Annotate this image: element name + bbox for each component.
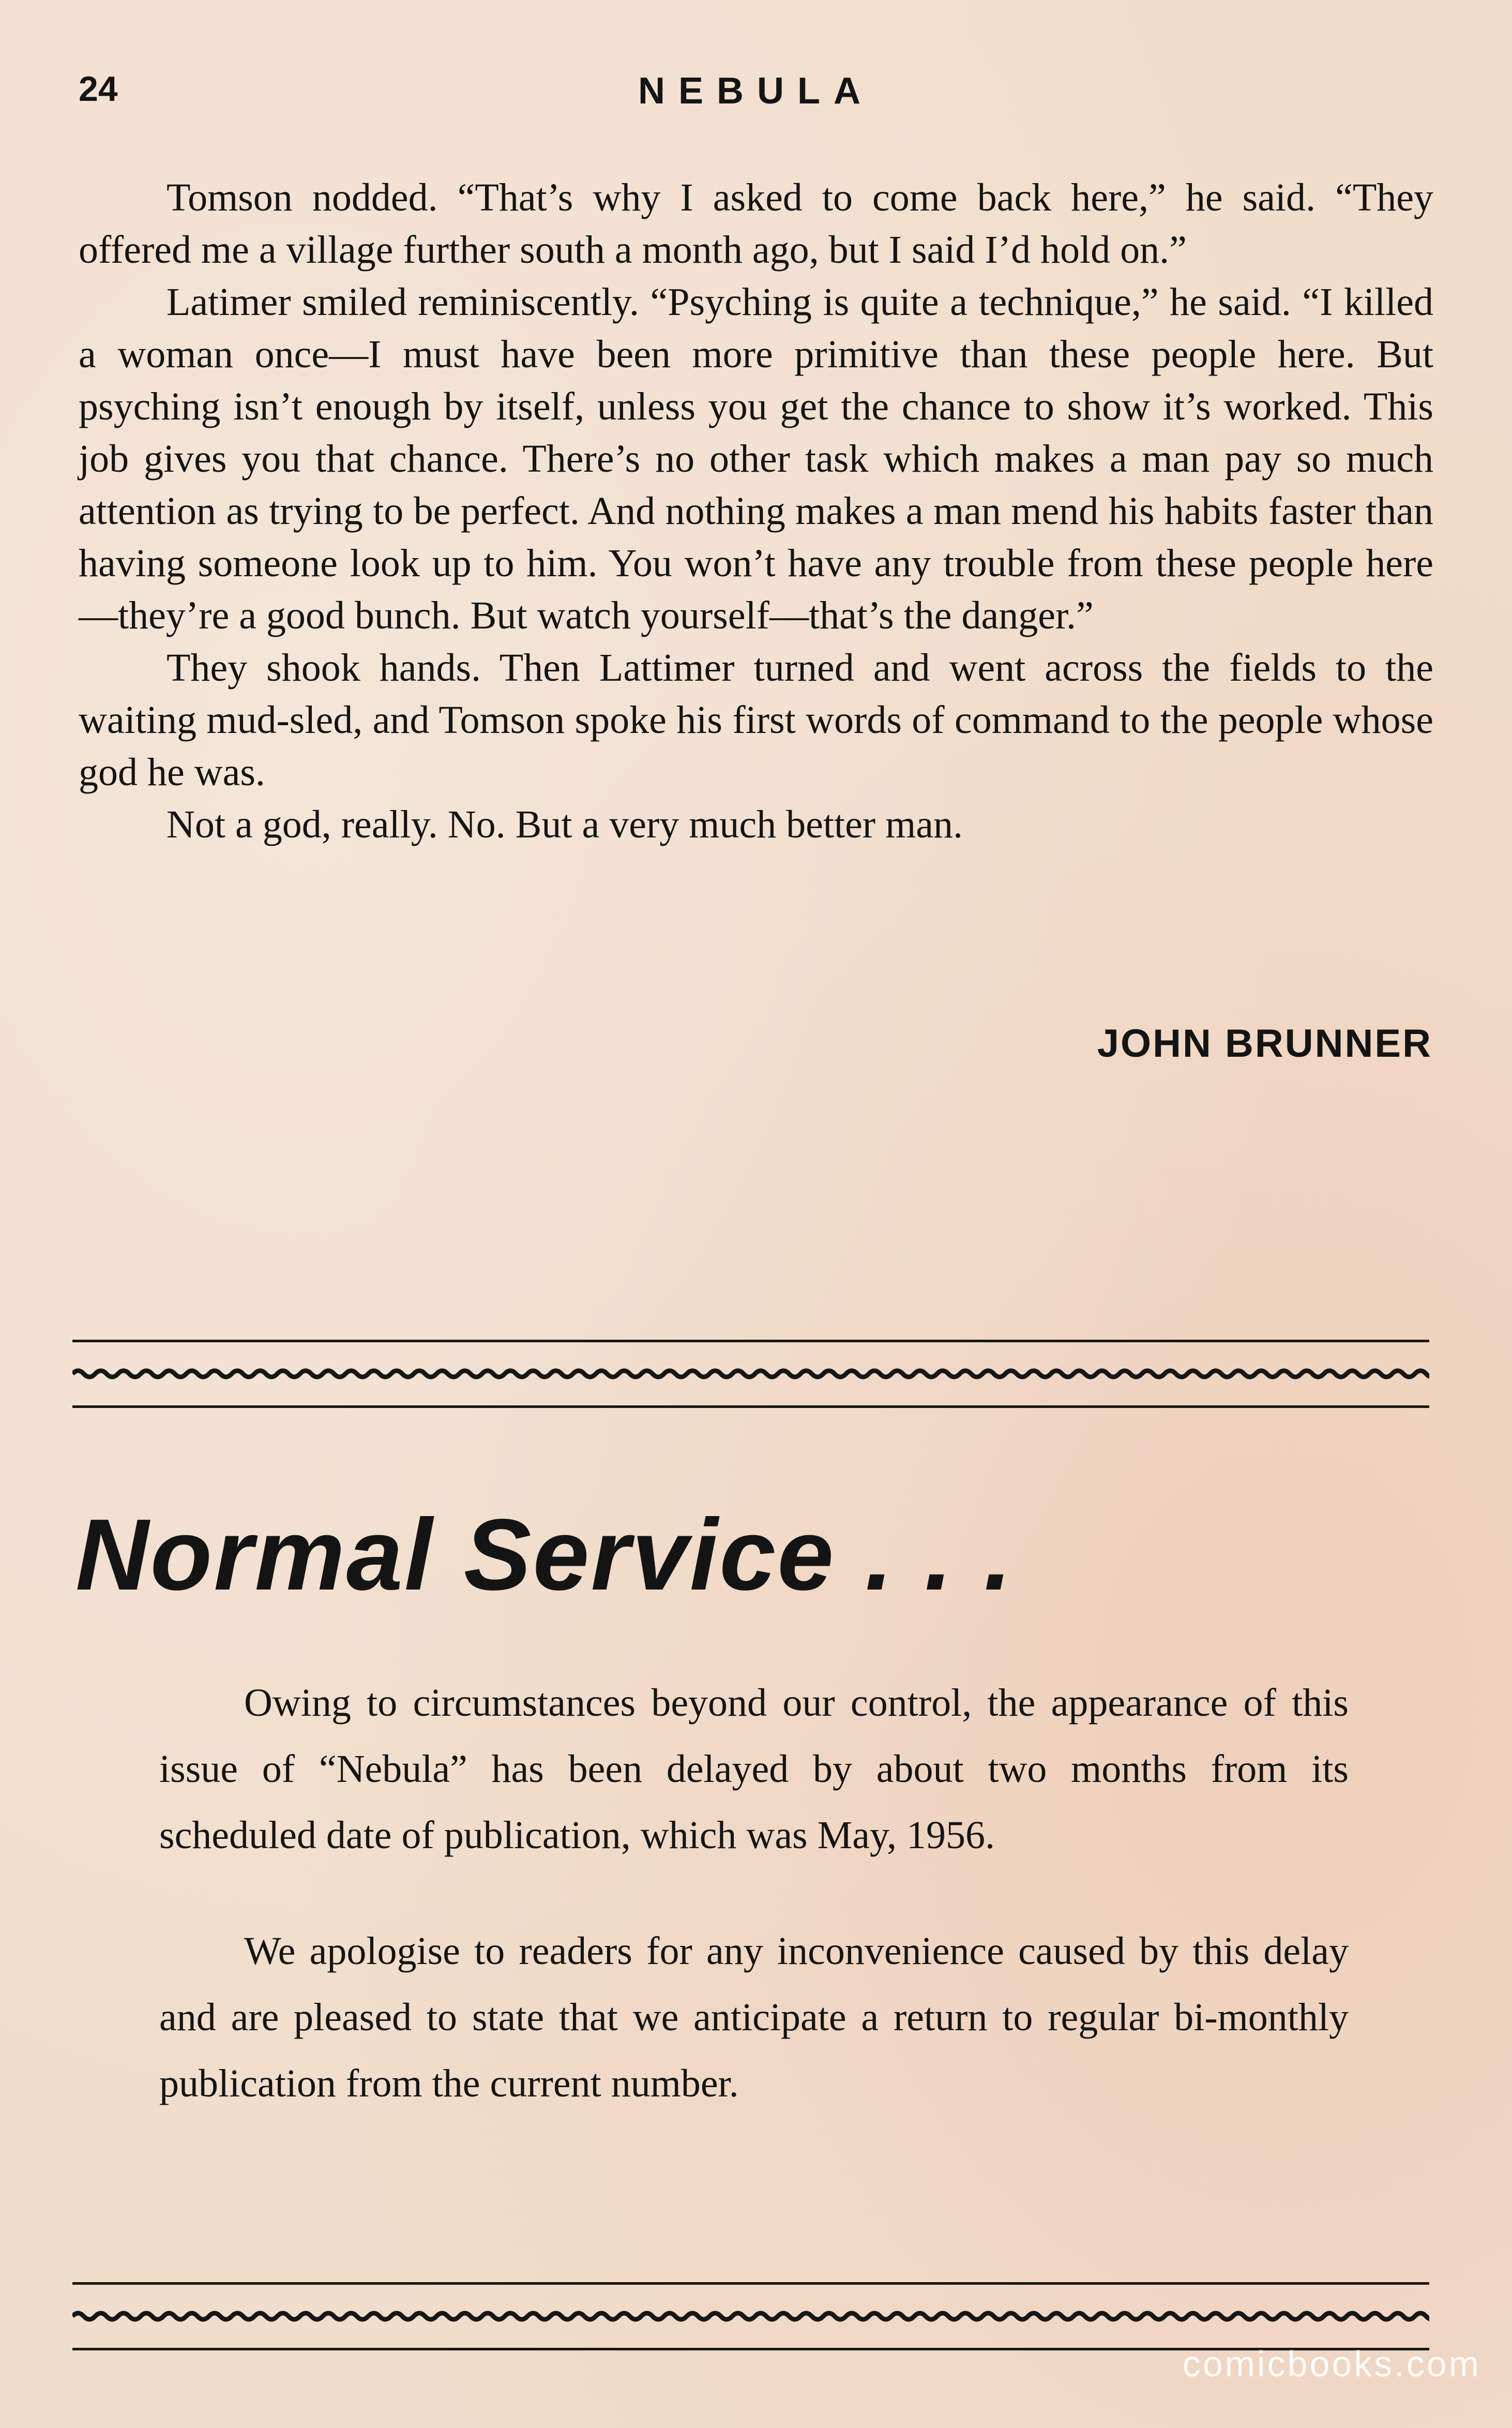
notice-text (159, 1670, 1349, 2117)
page-number: 24 (79, 69, 118, 109)
watermark: comicbooks.com (1182, 2344, 1481, 2384)
divider-rule (72, 2282, 1429, 2285)
story-paragraph: Latimer smiled reminiscently. “Psyching is quite a technique,” he said. “I killed a woman once—I must have been more primitive than these people here. But psyching isn’t enough by itself, unless you get the chance to show it’s worked. This job gives you that chance. There’s no other task which makes a man pay so much attention as trying to be perfect. And nothing makes a man mend his habits faster than having someone look up to him. You won’t have any trouble from these people here—they’re a good bunch. But watch yourself—that’s the danger.” (79, 280, 1433, 637)
story-paragraph: Tomson nodded. “That’s why I asked to come back here,” he said. “They offered me a village further south a month ago, but I said I’d hold on.” (79, 176, 1433, 272)
wavy-divider-bottom (72, 2282, 1429, 2350)
notice-paragraph: We apologise to readers for any inconvenience caused by this delay and are pleased to state that we anticipate a return to regular bi-monthly publication from the current number. (159, 1929, 1349, 2105)
running-head: NEBULA (638, 70, 874, 112)
story-text (79, 172, 1433, 851)
divider-rule (72, 1340, 1429, 1342)
divider-rule (72, 1405, 1429, 1408)
notice-paragraph: Owing to circumstances beyond our control, the appearance of this issue of “Nebula” has been delayed by about two months from its scheduled date of publication, which was May, 1956. (159, 1681, 1349, 1857)
author-byline: JOHN BRUNNER (1097, 1022, 1432, 1066)
story-paragraph: They shook hands. Then Lattimer turned and went across the fields to the waiting mud-sled, and Tomson spoke his first words of command to the people whose god he was. (79, 646, 1433, 794)
story-paragraph: Not a god, really. No. But a very much better man. (167, 803, 963, 846)
wavy-line (72, 2306, 1429, 2327)
notice-heading: Normal Service . . . (75, 1498, 1014, 1611)
wavy-divider-top (72, 1340, 1429, 1408)
wavy-line (72, 1363, 1429, 1384)
